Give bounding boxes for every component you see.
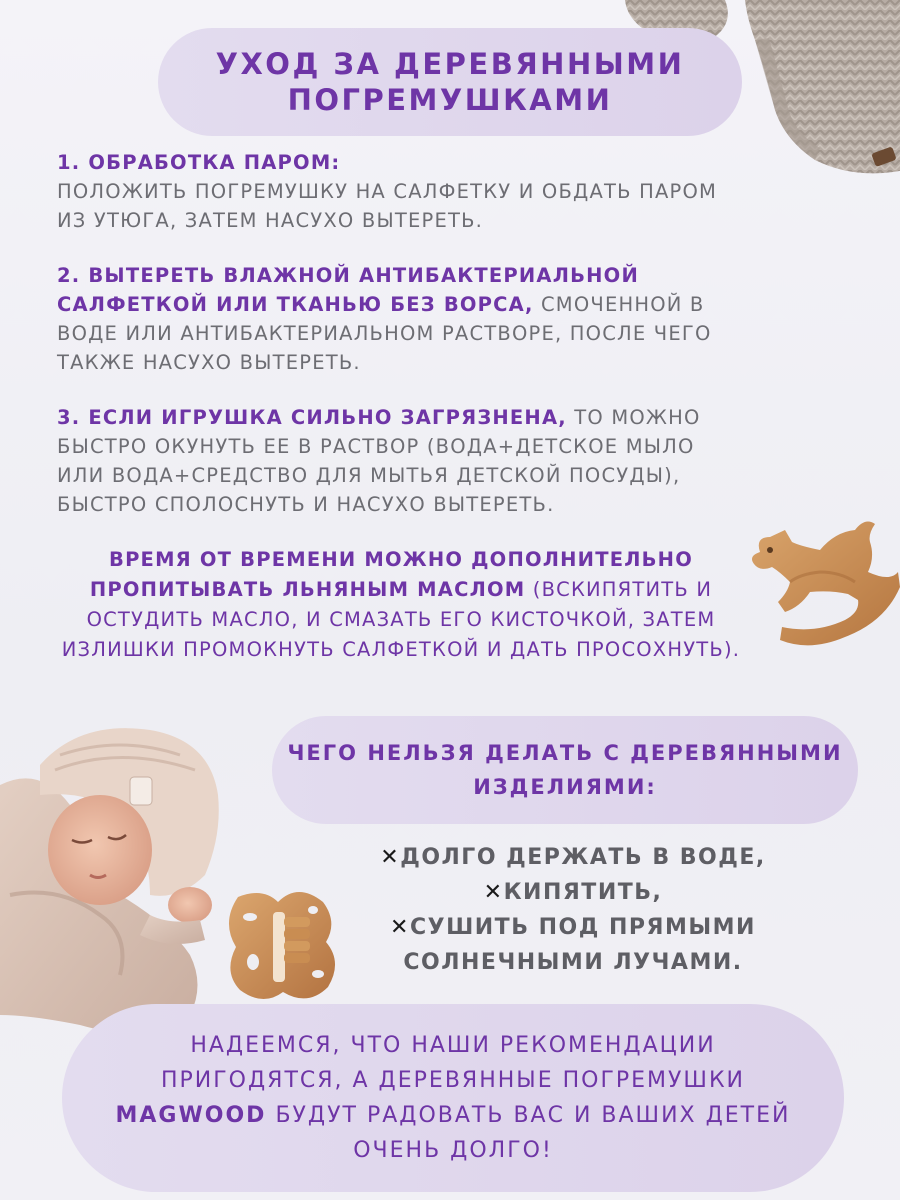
closing-line-3 [116, 1098, 791, 1133]
dont-item-sun-drying [330, 910, 816, 945]
dont-item-soaking [330, 840, 816, 875]
step-2-heading: 2. ВЫТЕРЕТЬ ВЛАЖНОЙ АНТИБАКТЕРИАЛЬНОЙ САЛФЕТКОЙ ИЛИ ТКАНЬЮ БЕЗ ВОРСА, [57, 264, 639, 316]
care-steps [57, 148, 747, 545]
brand-name: MAGWOOD [115, 1103, 267, 1128]
dont-item-text: СОЛНЕЧНЫМИ ЛУЧАМИ. [403, 950, 743, 975]
cross-icon: ✕ [483, 880, 504, 905]
closing-line-1: НАДЕЕМСЯ, ЧТО НАШИ РЕКОМЕНДАЦИИ [190, 1033, 716, 1058]
closing-banner [62, 1004, 844, 1192]
warning-banner [272, 716, 858, 824]
wooden-rattle-photo [218, 882, 348, 1012]
page-title-line-2: ПОГРЕМУШКАМИ [287, 83, 613, 117]
step-2 [57, 261, 747, 377]
cross-icon: ✕ [390, 915, 410, 940]
wooden-rocking-horse-photo [740, 512, 900, 662]
closing-line-3-rest: БУДУТ РАДОВАТЬ ВАС И ВАШИХ ДЕТЕЙ [275, 1103, 791, 1128]
oil-tip-heading: ВРЕМЯ ОТ ВРЕМЕНИ МОЖНО ДОПОЛНИТЕЛЬНО ПРОПИТЫВАТЬ ЛЬНЯНЫМ МАСЛОМ [89, 548, 693, 601]
warning-title-line-1: ЧЕГО НЕЛЬЗЯ ДЕЛАТЬ С ДЕРЕВЯННЫМИ [287, 741, 843, 765]
title-banner [158, 28, 742, 136]
page-title-line-1: УХОД ЗА ДЕРЕВЯННЫМИ [215, 47, 685, 81]
step-3-text: ТО МОЖНО БЫСТРО ОКУНУТЬ ЕЕ В РАСТВОР (ВОДА+ДЕТСКОЕ МЫЛО ИЛИ ВОДА+СРЕДСТВО ДЛЯ МЫТЬЯ ДЕТСКОЙ ПОСУДЫ), БЫСТРО СПОЛОСНУТЬ И НАСУХО ВЫТЕРЕТЬ. [57, 406, 701, 516]
dont-item-boiling [330, 875, 816, 910]
warning-title-line-2: ИЗДЕЛИЯМИ: [473, 775, 657, 799]
oil-tip [56, 545, 746, 665]
cross-icon: ✕ [380, 845, 401, 870]
donts-list [330, 840, 816, 980]
step-2-text: СМОЧЕННОЙ В ВОДЕ ИЛИ АНТИБАКТЕРИАЛЬНОМ РАСТВОРЕ, ПОСЛЕ ЧЕГО ТАКЖЕ НАСУХО ВЫТЕРЕТЬ. [57, 293, 712, 374]
step-1 [57, 148, 747, 235]
step-1-text: ПОЛОЖИТЬ ПОГРЕМУШКУ НА САЛФЕТКУ И ОБДАТЬ ПАРОМ ИЗ УТЮГА, ЗАТЕМ НАСУХО ВЫТЕРЕТЬ. [57, 180, 718, 232]
step-3 [57, 403, 747, 519]
step-3-heading: 3. ЕСЛИ ИГРУШКА СИЛЬНО ЗАГРЯЗНЕНА, [57, 406, 567, 429]
closing-line-2: ПРИГОДЯТСЯ, А ДЕРЕВЯННЫЕ ПОГРЕМУШКИ [160, 1068, 746, 1093]
step-1-heading: 1. ОБРАБОТКА ПАРОМ: [57, 151, 341, 174]
dont-item-text: ДОЛГО ДЕРЖАТЬ В ВОДЕ, [400, 845, 766, 870]
dont-item-text: КИПЯТИТЬ, [503, 880, 663, 905]
dont-item-text: СУШИТЬ ПОД ПРЯМЫМИ [409, 915, 756, 940]
oil-tip-text: (ВСКИПЯТИТЬ И ОСТУДИТЬ МАСЛО, И СМАЗАТЬ ЕГО КИСТОЧКОЙ, ЗАТЕМ ИЗЛИШКИ ПРОМОКНУТЬ САЛФЕТКОЙ И ДАТЬ ПРОСОХНУТЬ). [61, 578, 741, 661]
dont-item-sun-drying-cont [330, 945, 816, 980]
closing-line-4: ОЧЕНЬ ДОЛГО! [353, 1138, 553, 1163]
